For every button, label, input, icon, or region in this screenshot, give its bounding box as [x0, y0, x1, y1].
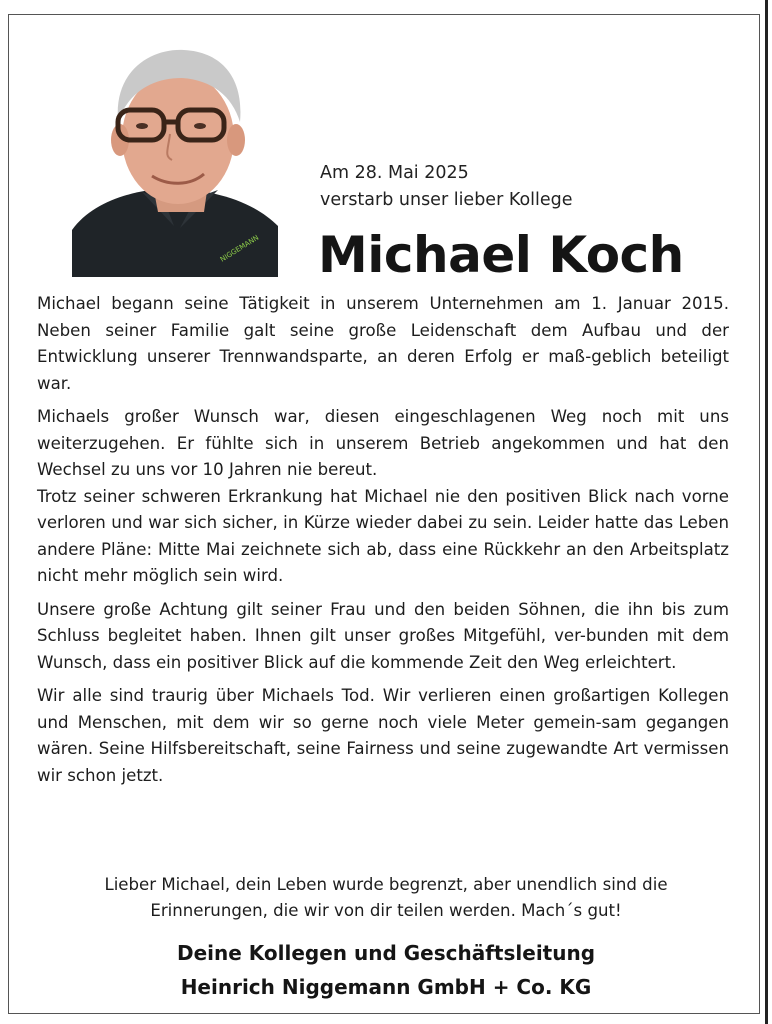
farewell-line: Erinnerungen, die wir von dir teilen werden. Mach´s gut!	[150, 901, 622, 920]
shirt-logo: NIGGEMANN	[218, 233, 261, 264]
farewell-line: Lieber Michael, dein Leben wurde begrenzt, aber unendlich sind die	[104, 875, 668, 894]
farewell-message	[30, 872, 742, 924]
deceased-name: Michael Koch	[318, 226, 684, 284]
signature	[30, 936, 742, 1004]
paragraph: Trotz seiner schweren Erkrankung hat Michael nie den positiven Blick nach vorne verloren und war sich sicher, in Kürze wieder dabei zu sein. Leider hatte das Leben andere Pläne: Mitte Mai zeichnete sich ab, dass eine Rückkehr an den Arbeitsplatz nicht mehr möglich sein wird.	[37, 486, 729, 585]
intro-text: verstarb unser lieber Kollege	[320, 190, 573, 210]
page-edge	[765, 0, 768, 1024]
portrait-photo	[72, 30, 278, 277]
death-date: Am 28. Mai 2025	[320, 163, 469, 183]
notice-body	[37, 291, 729, 796]
paragraph: Unsere große Achtung gilt seiner Frau und den beiden Söhnen, die ihn bis zum Schluss begleitet haben. Ihnen gilt unser großes Mitgefühl, ver-bunden mit dem Wunsch, dass ein positiver Blick auf die kommende Zeit den Weg erleichtert.	[37, 599, 729, 672]
company-name: Heinrich Niggemann GmbH + Co. KG	[180, 975, 592, 999]
paragraph: Michaels großer Wunsch war, diesen eingeschlagenen Weg noch mit uns weiterzugehen. Er fühlte sich in unserem Betrieb angekommen und hat den Wechsel zu uns vor 10 Jahren nie bereut.	[37, 407, 729, 479]
paragraph: Wir alle sind traurig über Michaels Tod. Wir verlieren einen großartigen Kollegen und Menschen, mit dem wir so gerne noch viele Meter gemein-sam gegangen wären. Seine Hilfsbereitschaft, seine Fairness und seine zugewandte Art vermissen wir schon jetzt.	[37, 686, 729, 785]
death-date-intro	[320, 160, 573, 214]
signature-line: Deine Kollegen und Geschäftsleitung	[176, 941, 596, 965]
paragraph: Michael begann seine Tätigkeit in unserem Unternehmen am 1. Januar 2015. Neben seiner Familie galt seine große Leidenschaft dem Aufbau und der Entwicklung unserer Trennwandsparte, an deren Erfolg er maß-geblich beteiligt war.	[37, 294, 729, 393]
